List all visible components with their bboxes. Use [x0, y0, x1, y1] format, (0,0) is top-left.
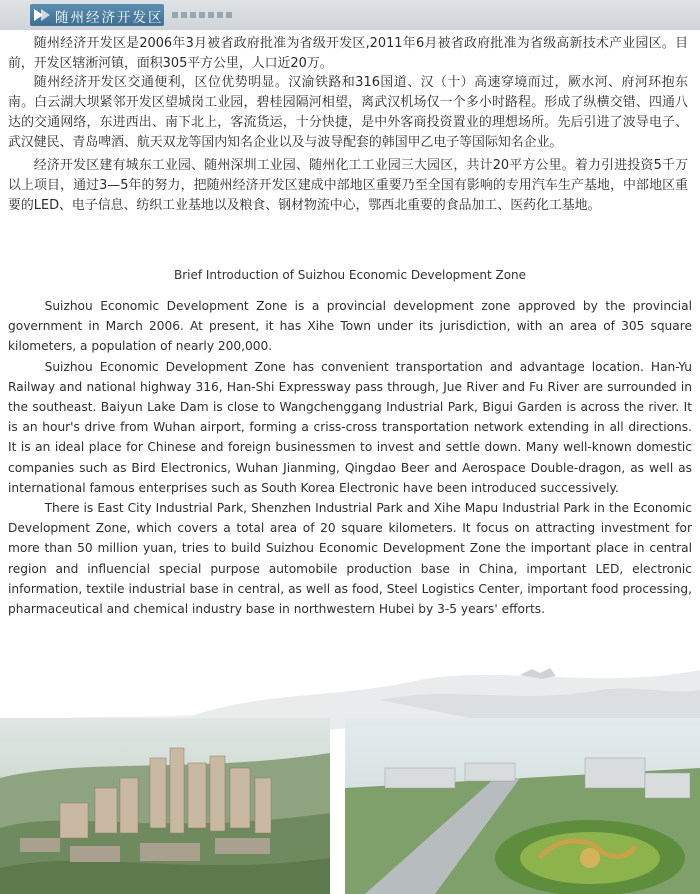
- aerial-park-image: [345, 718, 700, 894]
- section-header-bar: [0, 0, 700, 30]
- decorative-dots: [172, 12, 232, 18]
- english-paragraph: There is East City Industrial Park, Shenzhen Industrial Park and Xihe Mapu Industrial Park in the Economic Development Zone, which covers a total area of 20 square kilometers. It focus on attracting investment for more than 50 million yuan, tries to build Suizhou Economic Development Zone the important place in central region and influencial special purpose automobile production base in China, important LED, electronic information, textile industrial base in central, as well as food, Steel Logistics Center, important food processing, pharmaceutical and chemical industry base in northwestern Hubei by 3-5 years' efforts.: [8, 501, 692, 617]
- english-paragraph: Suizhou Economic Development Zone is a provincial development zone approved by the provincial government in March 2006. At present, it has Xihe Town under its jurisdiction, with an area of 305 square kilometers, a population of nearly 200,000.: [8, 299, 692, 354]
- chinese-paragraph: 随州经济开发区是2006年3月被省政府批准为省级开发区,2011年6月被省政府批准为省级高新技术产业园区。目前，开发区辖淅河镇，面积305平方公里，人口近20万。: [8, 36, 688, 71]
- chinese-paragraph: 经济开发区建有城东工业园、随州深圳工业园、随州化工工业园三大园区，共计20平方公里。着力引进投资5千万以上项目，通过3—5年的努力，把随州经济开发区建成中部地区重要乃至全国有影响的专用汽车生产基地，中部地区重要的LED、电子信息、纺织工业基地以及粮食、钢材物流中心，鄂西北重要的食品加工、医药化工基地。: [8, 158, 688, 213]
- section-title: 随州经济开发区: [55, 10, 164, 26]
- english-paragraph: Suizhou Economic Development Zone has convenient transportation and advantage location. Han-Yu Railway and national highway 316, Han-Shi Expressway pass through, Jue River and Fu River are surrounded in the southeast. Baiyun Lake Dam is close to Wangchenggang Industrial Park, Bigui Garden is across the river. It is an hour's drive from Wuhan airport, forming a criss-cross transportation network extending in all directions. It is an ideal place for Chinese and foreign businessmen to invest and settle down. Many well-known domestic companies such as Bird Electronics, Wuhan Jianming, Qingdao Beer and Aerospace Double-dragon, as well as international famous enterprises such as South Korea Electronic have been introduced successively.: [8, 359, 692, 495]
- english-intro: [8, 296, 692, 619]
- arrow-icon-secondary: [41, 9, 50, 21]
- section-tab: [30, 4, 164, 26]
- aerial-city-image: [0, 718, 330, 894]
- chinese-intro: [8, 34, 688, 215]
- chinese-paragraph: 随州经济开发区交通便利，区位优势明显。汉渝铁路和316国道、汉（十）高速穿境而过，厥水河、府河环抱东南。白云湖大坝紧邻开发区望城岗工业园，碧桂园隔河相望，离武汉机场仅一个多小时路程。形成了纵横交错、四通八达的交通网络，东进西出、南下北上，客流货运，十分快捷，是中外客商投资置业的理想场所。先后引进了波导电子、武汉健民、青岛啤酒、航天双龙等国内知名企业以及与波导配套的韩国甲乙电子等国际知名企业。: [8, 75, 688, 150]
- english-title: Brief Introduction of Suizhou Economic Development Zone: [173, 268, 527, 282]
